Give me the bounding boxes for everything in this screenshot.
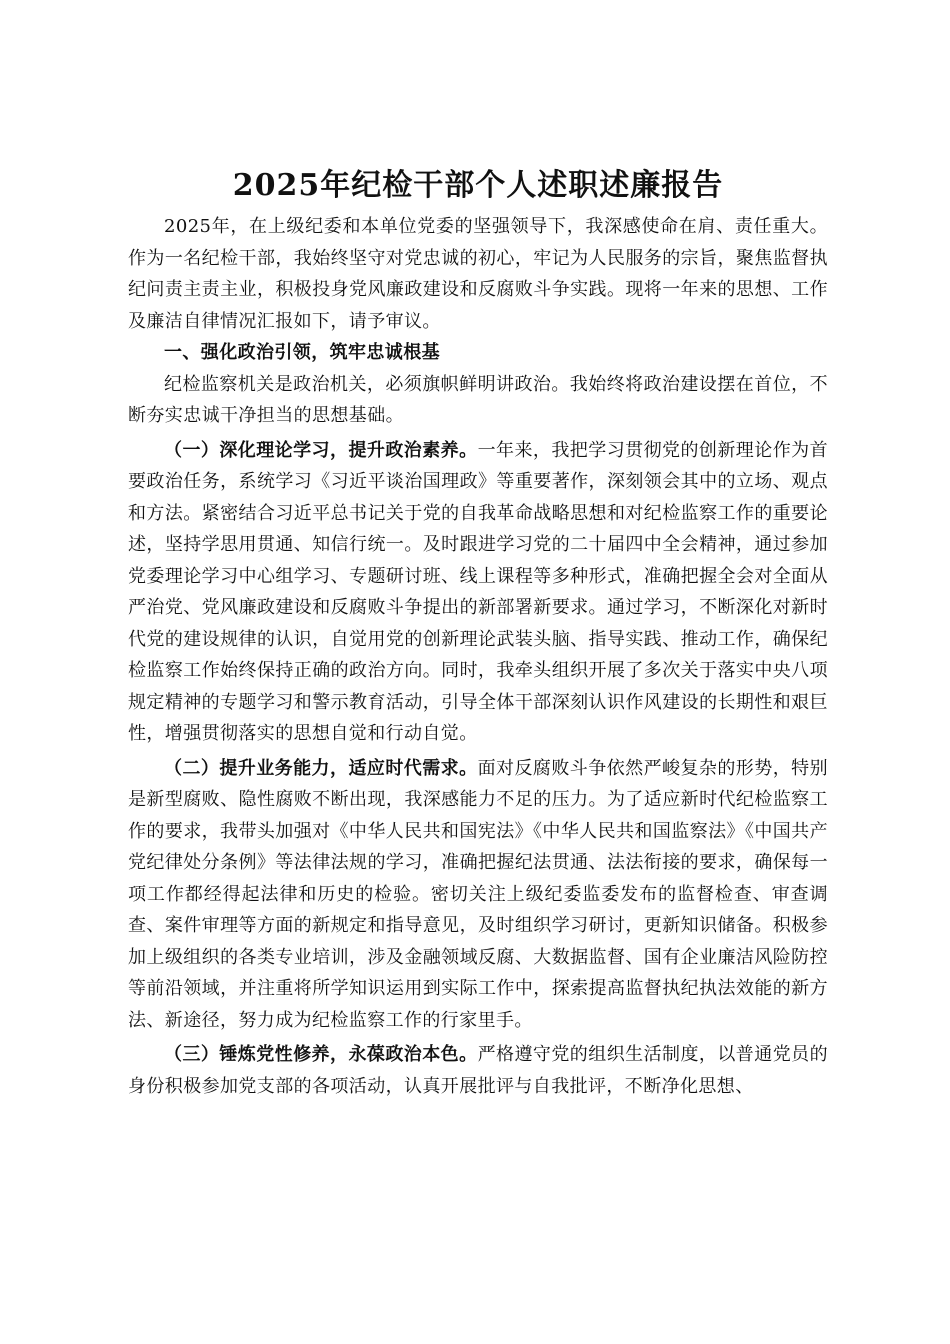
document-page	[128, 165, 828, 1102]
subsection-2-paragraph	[128, 753, 828, 1037]
section-1-intro: 纪检监察机关是政治机关，必须旗帜鲜明讲政治。我始终将政治建设摆在首位，不断夯实忠诚干净担当的思想基础。	[128, 373, 828, 426]
section-1-heading: 一、强化政治引领，筑牢忠诚根基	[164, 342, 440, 363]
subsection-1-paragraph	[128, 435, 828, 750]
subsection-1-text: 一年来，我把学习贯彻党的创新理论作为首要政治任务，系统学习《习近平谈治国理政》等重要著作，深刻领会其中的立场、观点和方法。紧密结合习近平总书记关于党的自我革命战略思想和对纪检监察工作的重要论述，坚持学思用贯通、知信行统一。及时跟进学习党的二十届四中全会精神，通过参加党委理论学习中心组学习、专题研讨班、线上课程等多种形式，准确把握全会对全面从严治党、党风廉政建设和反腐败斗争提出的新部署新要求。通过学习，不断深化对新时代党的建设规律的认识，自觉用党的创新理论武装头脑、指导实践、推动工作，确保纪检监察工作始终保持正确的政治方向。同时，我牵头组织开展了多次关于落实中央八项规定精神的专题学习和警示教育活动，引导全体干部深刻认识作风建设的长期性和艰巨性，增强贯彻落实的思想自觉和行动自觉。	[128, 439, 828, 744]
intro-paragraph: 2025年，在上级纪委和本单位党委的坚强领导下，我深感使命在肩、责任重大。作为一名纪检干部，我始终坚守对党忠诚的初心，牢记为人民服务的宗旨，聚焦监督执纪问责主责主业，积极投身党风廉政建设和反腐败斗争实践。现将一年来的思想、工作及廉洁自律情况汇报如下，请予审议。	[128, 216, 828, 332]
subsection-3-paragraph	[128, 1039, 828, 1102]
document-title: 2025年纪检干部个人述职述廉报告	[232, 168, 724, 203]
subsection-2-text: 面对反腐败斗争依然严峻复杂的形势，特别是新型腐败、隐性腐败不断出现，我深感能力不足的压力。为了适应新时代纪检监察工作的要求，我带头加强对《中华人民共和国宪法》《中华人民共和国监察法》《中国共产党纪律处分条例》等法律法规的学习，准确把握纪法贯通、法法衔接的要求，确保每一项工作都经得起法律和历史的检验。密切关注上级纪委监委发布的监督检查、审查调查、案件审理等方面的新规定和指导意见，及时组织学习研讨，更新知识储备。积极参加上级组织的各类专业培训，涉及金融领域反腐、大数据监督、国有企业廉洁风险防控等前沿领域，并注重将所学知识运用到实际工作中，探索提高监督执纪执法效能的新方法、新途径，努力成为纪检监察工作的行家里手。	[128, 757, 828, 1031]
subsection-3-text: 严格遵守党的组织生活制度，以普通党员的身份积极参加党支部的各项活动，认真开展批评与自我批评，不断净化思想、	[128, 1044, 828, 1097]
subsection-2-heading: （二）提升业务能力，适应时代需求。	[164, 757, 478, 779]
subsection-3-heading: （三）锤炼党性修养，永葆政治本色。	[164, 1044, 478, 1065]
subsection-1-heading: （一）深化理论学习，提升政治素养。	[164, 439, 478, 461]
